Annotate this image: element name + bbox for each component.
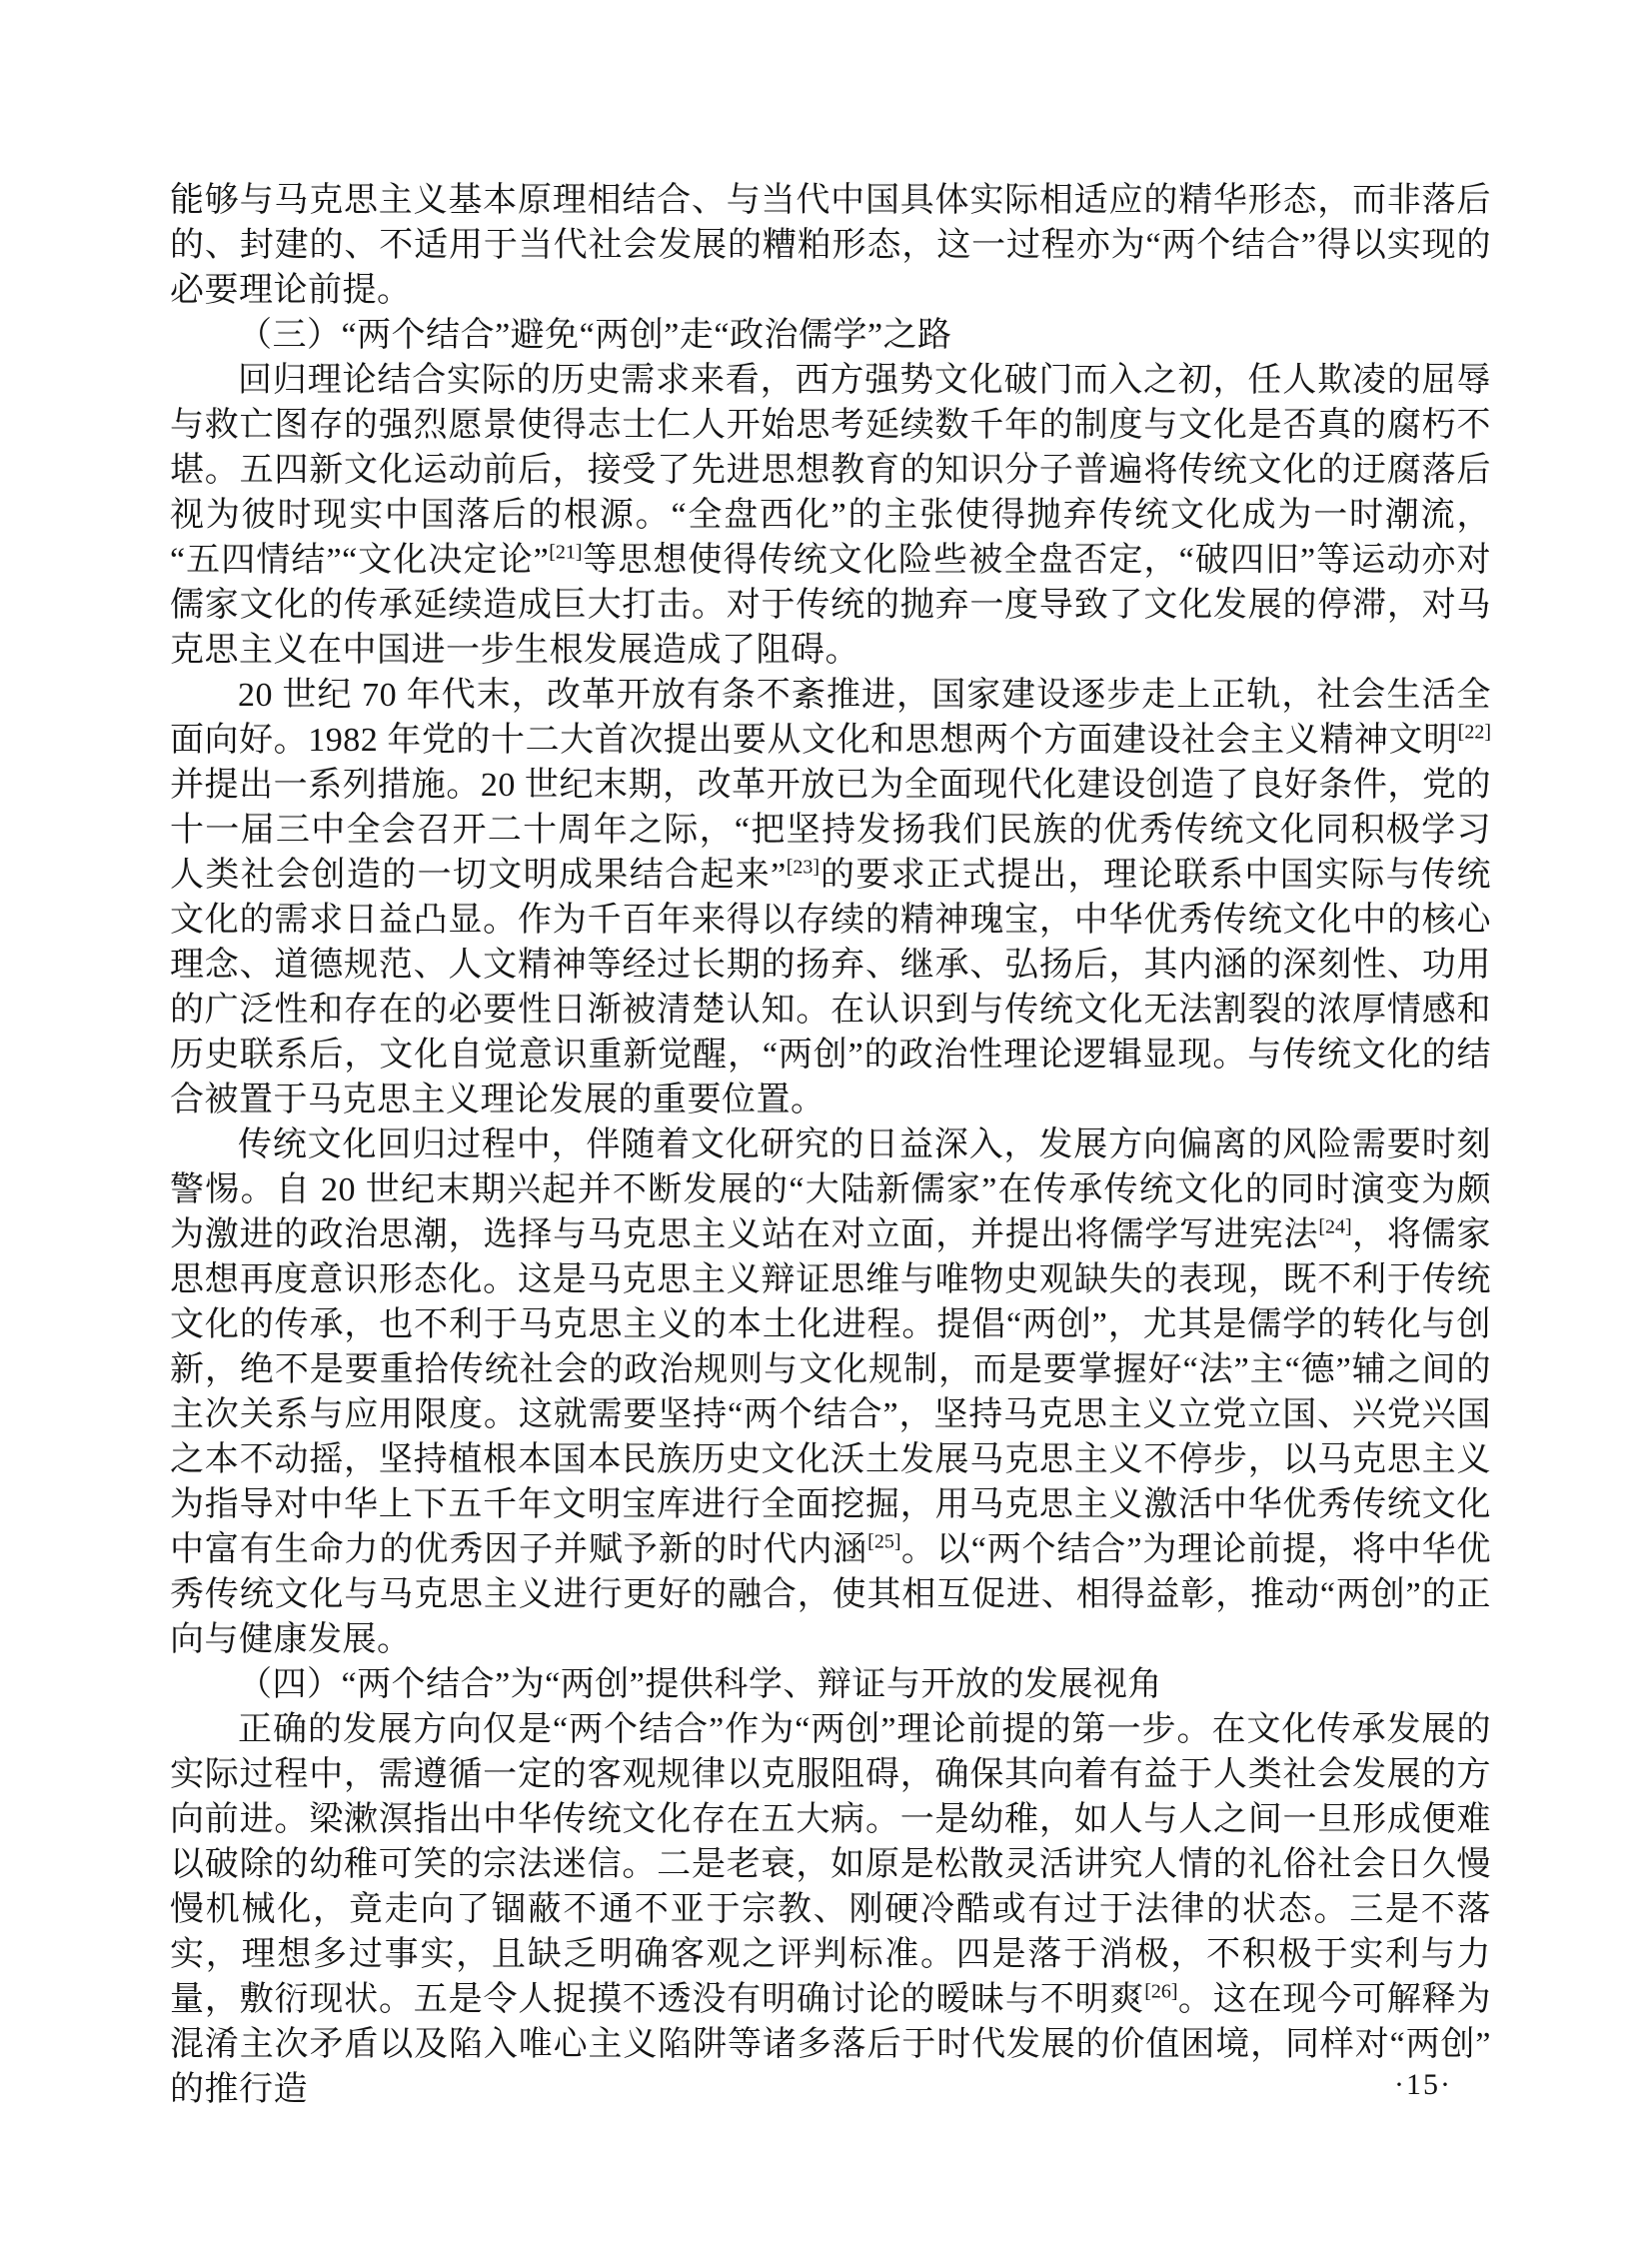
page-number: ·15· — [1394, 2068, 1452, 2101]
body-paragraph: 正确的发展方向仅是“两个结合”作为“两创”理论前提的第一步。在文化传承发展的实际过程中，需遵循一定的客观规律以克服阻碍，确保其向着有益于人类社会发展的方向前进。梁漱溟指出中华传统文化存在五大病。一是幼稚，如人与人之间一旦形成便难以破除的幼稚可笑的宗法迷信。二是老衰，如原是松散灵活讲究人情的礼俗社会日久慢慢机械化，竟走向了锢蔽不通不亚于宗教、刚硬冷酷或有过于法律的状态。三是不落实，理想多过事实，且缺乏明确客观之评判标准。四是落于消极，不积极于实利与力量，敷衍现状。五是令人捉摸不透没有明确讨论的暧昧与不明爽[26]。这在现今可解释为混淆主次矛盾以及陷入唯心主义陷阱等诸多落后于时代发展的价值困境，同样对“两创”的推行造 — [170, 1711, 1492, 2108]
citation-ref: [22] — [1457, 721, 1491, 744]
citation-ref: [23] — [786, 856, 821, 879]
body-paragraph: 20 世纪 70 年代末，改革开放有条不紊推进，国家建设逐步走上正轨，社会生活全面向好。1982 年党的十二大首次提出要从文化和思想两个方面建设社会主义精神文明[22]并提出一系列措施。20 世纪末期，改革开放已为全面现代化建设创造了良好条件，党的十一届三中全会召开二十周年之际，“把坚持发扬我们民族的优秀传统文化同积极学习人类社会创造的一切文明成果结合起来”[23]的要求正式提出，理论联系中国实际与传统文化的需求日益凸显。作为千百年来得以存续的精神瑰宝，中华优秀传统文化中的核心理念、道德规范、人文精神等经过长期的扬弃、继承、弘扬后，其内涵的深刻性、功用的广泛性和存在的必要性日渐被清楚认知。在认识到与传统文化无法割裂的浓厚情感和历史联系后，文化自觉意识重新觉醒，“两创”的政治性理论逻辑显现。与传统文化的结合被置于马克思主义理论发展的重要位置。 — [170, 677, 1491, 1119]
citation-ref: [25] — [867, 1530, 901, 1553]
body-paragraph: 回归理论结合实际的历史需求来看，西方强势文化破门而入之初，任人欺凌的屈辱与救亡图存的强烈愿景使得志士仁人开始思考延续数千年的制度与文化是否真的腐朽不堪。五四新文化运动前后，接受了先进思想教育的知识分子普遍将传统文化的迂腐落后视为彼时现实中国落后的根源。“全盘西化”的主张使得抛弃传统文化成为一时潮流，“五四情结”“文化决定论”[21]等思想使得传统文化险些被全盘否定，“破四旧”等运动亦对儒家文化的传承延续造成巨大打击。对于传统的抛弃一度导致了文化发展的停滞，对马克思主义在中国进一步生根发展造成了阻碍。 — [170, 362, 1491, 669]
section-heading: （四）“两个结合”为“两创”提供科学、辩证与开放的发展视角 — [238, 1666, 1162, 1703]
citation-ref: [26] — [1144, 1980, 1178, 2003]
section-heading: （三）“两个结合”避免“两创”走“政治儒学”之路 — [238, 317, 952, 354]
body-paragraph: 传统文化回归过程中，伴随着文化研究的日益深入，发展方向偏离的风险需要时刻警惕。自 20 世纪末期兴起并不断发展的“大陆新儒家”在传承传统文化的同时演变为颇为激进的政治思潮，选择与马克思主义站在对立面，并提出将儒学写进宪法[24]，将儒家思想再度意识形态化。这是马克思主义辩证思维与唯物史观缺失的表现，既不利于传统文化的传承，也不利于马克思主义的本土化进程。提倡“两创”，尤其是儒学的转化与创新，绝不是要重拾传统社会的政治规则与文化规制，而是要掌握好“法”主“德”辅之间的主次关系与应用限度。这就需要坚持“两个结合”，坚持马克思主义立党立国、兴党兴国之本不动摇，坚持植根本国本民族历史文化沃土发展马克思主义不停步，以马克思主义为指导对中华上下五千年文明宝库进行全面挖掘，用马克思主义激活中华优秀传统文化中富有生命力的优秀因子并赋予新的时代内涵[25]。以“两个结合”为理论前提，将中华优秀传统文化与马克思主义进行更好的融合，使其相互促进、相得益彰，推动“两创”的正向与健康发展。 — [170, 1126, 1492, 1658]
body-text — [170, 178, 1491, 2112]
citation-ref: [24] — [1318, 1215, 1352, 1238]
body-paragraph: 能够与马克思主义基本原理相结合、与当代中国具体实际相适应的精华形态，而非落后的、封建的、不适用于当代社会发展的糟粕形态，这一过程亦为“两个结合”得以实现的必要理论前提。 — [170, 182, 1491, 309]
citation-ref: [21] — [549, 541, 583, 564]
